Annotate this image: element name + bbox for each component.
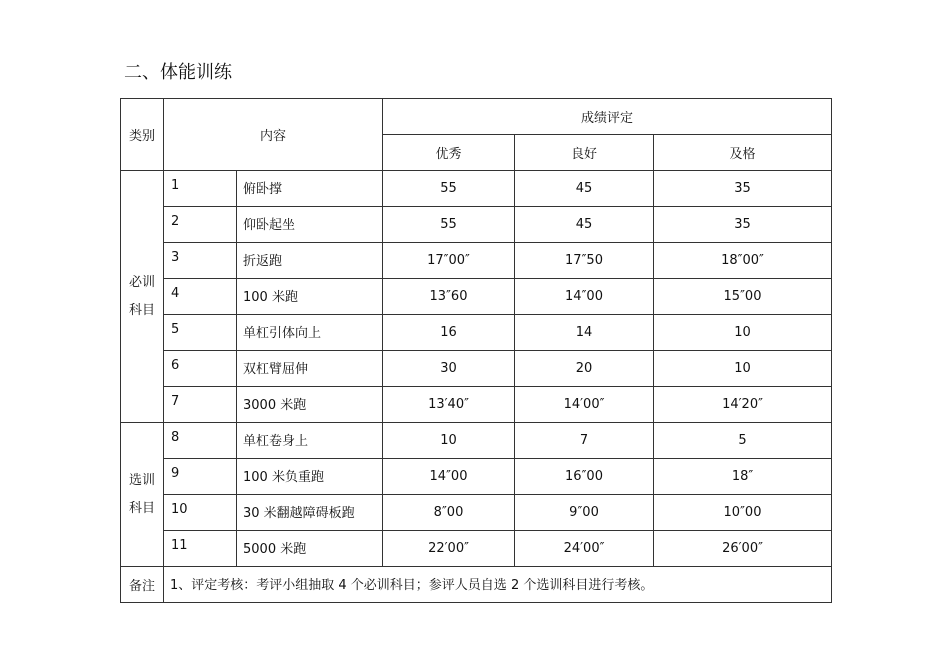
row-number: 8 <box>164 423 237 459</box>
row-number: 2 <box>164 207 237 243</box>
row-item: 折返跑 <box>237 243 383 279</box>
score-excellent: 55 <box>383 171 515 207</box>
row-number: 3 <box>164 243 237 279</box>
score-good: 24′00″ <box>515 531 654 567</box>
row-number: 7 <box>164 387 237 423</box>
score-good: 17″50 <box>515 243 654 279</box>
table-row <box>121 315 832 351</box>
section-heading: 二、体能训练 <box>124 62 232 83</box>
score-good: 20 <box>515 351 654 387</box>
category-cell-required <box>121 171 164 423</box>
header-pass: 及格 <box>654 135 832 171</box>
score-excellent: 22′00″ <box>383 531 515 567</box>
score-pass: 35 <box>654 171 832 207</box>
note-row <box>121 567 832 603</box>
row-number: 4 <box>164 279 237 315</box>
table-row <box>121 531 832 567</box>
score-excellent: 17″00″ <box>383 243 515 279</box>
row-item: 5000 米跑 <box>237 531 383 567</box>
category-label-line2: 科目 <box>128 302 155 318</box>
score-good: 9″00 <box>515 495 654 531</box>
table-row <box>121 279 832 315</box>
table-row <box>121 459 832 495</box>
row-item: 单杠引体向上 <box>237 315 383 351</box>
table-row <box>121 387 832 423</box>
table-row <box>121 243 832 279</box>
note-label: 备注 <box>121 567 164 603</box>
score-pass: 10 <box>654 351 832 387</box>
score-good: 7 <box>515 423 654 459</box>
table-row <box>121 495 832 531</box>
score-pass: 5 <box>654 423 832 459</box>
row-item: 俯卧撑 <box>237 171 383 207</box>
note-text: 1、评定考核：考评小组抽取 4 个必训科目；参评人员自选 2 个选训科目进行考核。 <box>164 567 832 603</box>
score-excellent: 13″60 <box>383 279 515 315</box>
score-excellent: 8″00 <box>383 495 515 531</box>
score-good: 14 <box>515 315 654 351</box>
score-excellent: 10 <box>383 423 515 459</box>
header-category: 类别 <box>121 99 164 171</box>
score-good: 45 <box>515 171 654 207</box>
row-item: 100 米跑 <box>237 279 383 315</box>
header-grading: 成绩评定 <box>383 99 832 135</box>
header-excellent: 优秀 <box>383 135 515 171</box>
header-good: 良好 <box>515 135 654 171</box>
score-excellent: 13′40″ <box>383 387 515 423</box>
row-number: 6 <box>164 351 237 387</box>
score-good: 14″00 <box>515 279 654 315</box>
score-excellent: 30 <box>383 351 515 387</box>
row-item: 仰卧起坐 <box>237 207 383 243</box>
row-item: 3000 米跑 <box>237 387 383 423</box>
row-number: 1 <box>164 171 237 207</box>
table-row <box>121 351 832 387</box>
score-good: 14′00″ <box>515 387 654 423</box>
row-item: 100 米负重跑 <box>237 459 383 495</box>
score-pass: 15″00 <box>654 279 832 315</box>
table-row <box>121 423 832 459</box>
score-pass: 26′00″ <box>654 531 832 567</box>
score-pass: 10 <box>654 315 832 351</box>
fitness-standards-table <box>120 98 832 603</box>
header-content: 内容 <box>164 99 383 171</box>
category-cell-elective <box>121 423 164 567</box>
category-label-line1: 选训 <box>128 472 155 488</box>
score-excellent: 16 <box>383 315 515 351</box>
score-pass: 35 <box>654 207 832 243</box>
score-good: 16″00 <box>515 459 654 495</box>
row-number: 5 <box>164 315 237 351</box>
score-pass: 14′20″ <box>654 387 832 423</box>
score-excellent: 14″00 <box>383 459 515 495</box>
row-item: 单杠卷身上 <box>237 423 383 459</box>
score-pass: 10″00 <box>654 495 832 531</box>
row-number: 11 <box>164 531 237 567</box>
row-number: 9 <box>164 459 237 495</box>
score-pass: 18″00″ <box>654 243 832 279</box>
header-row-1 <box>121 99 832 135</box>
category-label-line2: 科目 <box>128 500 155 516</box>
score-excellent: 55 <box>383 207 515 243</box>
score-pass: 18″ <box>654 459 832 495</box>
row-item: 双杠臂屈伸 <box>237 351 383 387</box>
table-row <box>121 171 832 207</box>
score-good: 45 <box>515 207 654 243</box>
row-item: 30 米翻越障碍板跑 <box>237 495 383 531</box>
row-number: 10 <box>164 495 237 531</box>
table-row <box>121 207 832 243</box>
category-label-line1: 必训 <box>128 274 155 290</box>
